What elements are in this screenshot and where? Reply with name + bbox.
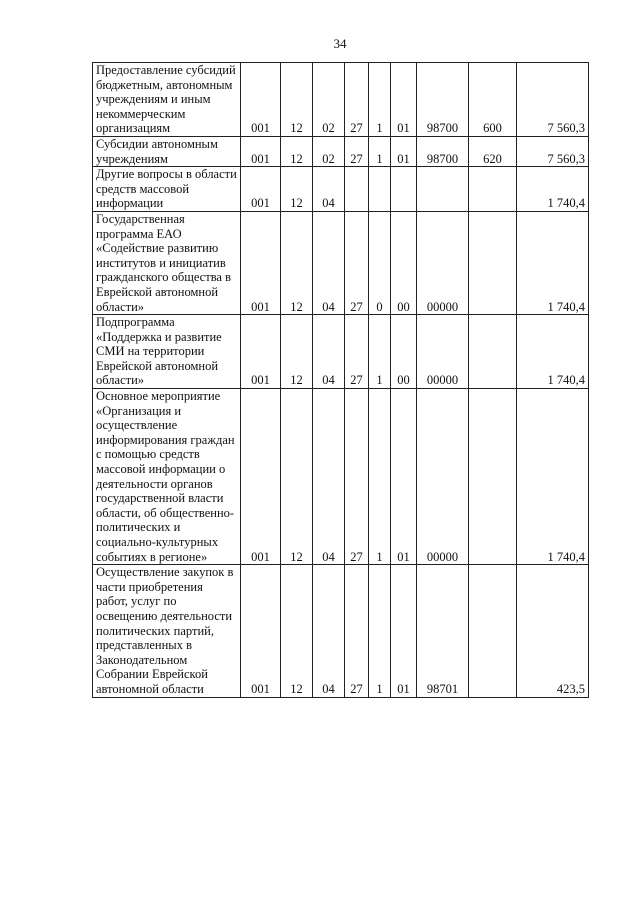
- row-section: 12: [281, 565, 313, 697]
- row-event: 01: [391, 63, 417, 137]
- row-amount: 7 560,3: [517, 63, 589, 137]
- row-code: 001: [241, 389, 281, 565]
- row-expense-type: [469, 389, 517, 565]
- table-row: [93, 63, 589, 137]
- row-name: Субсидии автономным учреждениям: [93, 136, 241, 166]
- row-amount: 1 740,4: [517, 211, 589, 314]
- row-section: 12: [281, 63, 313, 137]
- row-code: 001: [241, 565, 281, 697]
- row-amount: 1 740,4: [517, 389, 589, 565]
- row-program: 27: [345, 389, 369, 565]
- row-amount: 1 740,4: [517, 315, 589, 389]
- row-direction: 00000: [417, 389, 469, 565]
- row-event: 01: [391, 565, 417, 697]
- row-name: Другие вопросы в области средств массовой информации: [93, 167, 241, 212]
- row-subprogram: 1: [369, 565, 391, 697]
- row-code: 001: [241, 315, 281, 389]
- table-row: [93, 211, 589, 314]
- row-direction: 98700: [417, 63, 469, 137]
- row-name: Предоставление субсидий бюджетным, автономным учреждениям и иным некоммерческим организациям: [93, 63, 241, 137]
- page-number: 34: [333, 36, 347, 51]
- row-subsection: 04: [313, 565, 345, 697]
- row-name: Основное мероприятие «Организация и осуществление информирования граждан с помощью средств массовой информации о деятельности органов государственной власти области, об общественно-политических и социально-культурных событиях в регионе»: [93, 389, 241, 565]
- row-event: 01: [391, 389, 417, 565]
- row-direction: 98700: [417, 136, 469, 166]
- row-direction: [417, 167, 469, 212]
- table-row: [93, 136, 589, 166]
- row-subprogram: 1: [369, 63, 391, 137]
- row-expense-type: 600: [469, 63, 517, 137]
- row-amount: 423,5: [517, 565, 589, 697]
- row-subsection: 04: [313, 167, 345, 212]
- row-subprogram: 0: [369, 211, 391, 314]
- row-code: 001: [241, 136, 281, 166]
- row-name: Осуществление закупок в части приобретения работ, услуг по освещению деятельности политических партий, представленных в Законодательном Собрании Еврейской автономной области: [93, 565, 241, 697]
- row-subsection: 04: [313, 211, 345, 314]
- row-event: 00: [391, 211, 417, 314]
- row-expense-type: [469, 565, 517, 697]
- table-row: [93, 389, 589, 565]
- row-section: 12: [281, 167, 313, 212]
- row-expense-type: [469, 211, 517, 314]
- row-expense-type: [469, 167, 517, 212]
- table-row: [93, 315, 589, 389]
- row-subsection: 04: [313, 315, 345, 389]
- row-direction: 00000: [417, 315, 469, 389]
- row-event: 00: [391, 315, 417, 389]
- row-name: Подпрограмма «Поддержка и развитие СМИ на территории Еврейской автономной области»: [93, 315, 241, 389]
- table-row: [93, 565, 589, 697]
- row-program: 27: [345, 63, 369, 137]
- row-code: 001: [241, 211, 281, 314]
- row-subsection: 04: [313, 389, 345, 565]
- row-expense-type: 620: [469, 136, 517, 166]
- row-amount: 7 560,3: [517, 136, 589, 166]
- row-section: 12: [281, 211, 313, 314]
- row-program: [345, 167, 369, 212]
- row-code: 001: [241, 63, 281, 137]
- row-event: [391, 167, 417, 212]
- row-section: 12: [281, 315, 313, 389]
- row-subsection: 02: [313, 136, 345, 166]
- row-section: 12: [281, 389, 313, 565]
- row-code: 001: [241, 167, 281, 212]
- row-name: Государственная программа ЕАО «Содействие развитию институтов и инициатив гражданского общества в Еврейской автономной области»: [93, 211, 241, 314]
- table-row: [93, 167, 589, 212]
- row-program: 27: [345, 565, 369, 697]
- row-program: 27: [345, 136, 369, 166]
- row-direction: 98701: [417, 565, 469, 697]
- row-expense-type: [469, 315, 517, 389]
- row-subsection: 02: [313, 63, 345, 137]
- row-subprogram: 1: [369, 315, 391, 389]
- row-amount: 1 740,4: [517, 167, 589, 212]
- row-subprogram: 1: [369, 136, 391, 166]
- row-direction: 00000: [417, 211, 469, 314]
- row-section: 12: [281, 136, 313, 166]
- row-subprogram: 1: [369, 389, 391, 565]
- row-subprogram: [369, 167, 391, 212]
- row-program: 27: [345, 211, 369, 314]
- budget-table: [92, 62, 589, 698]
- row-event: 01: [391, 136, 417, 166]
- row-program: 27: [345, 315, 369, 389]
